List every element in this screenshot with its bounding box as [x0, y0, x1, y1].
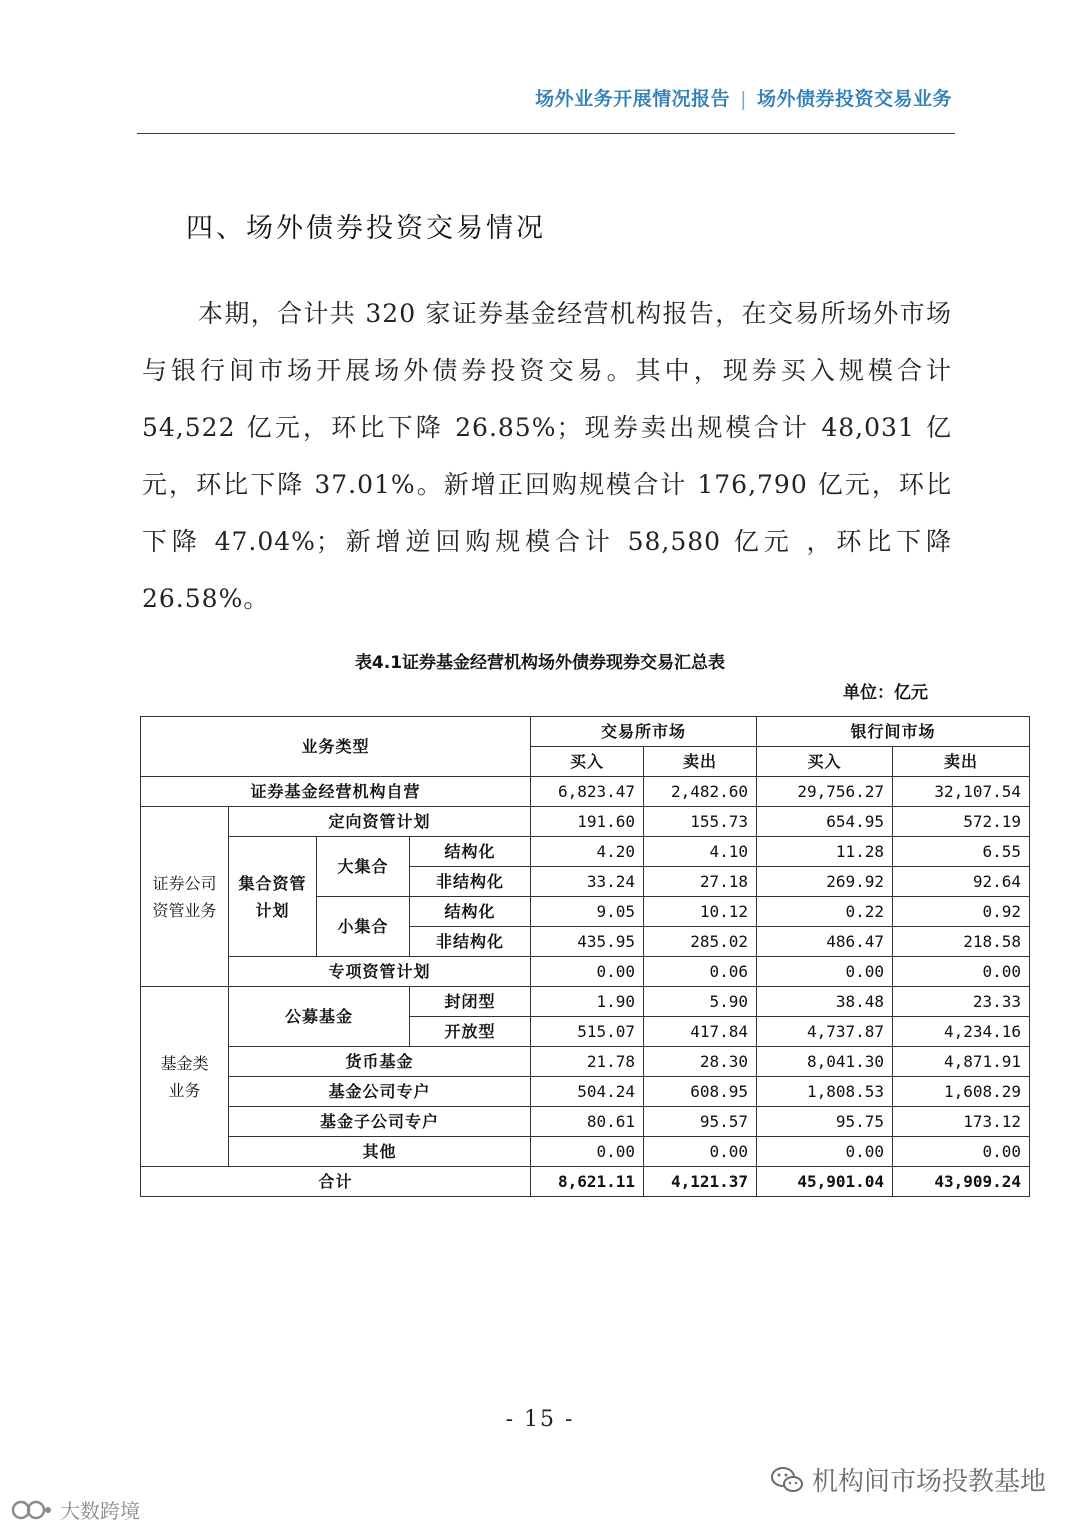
table-row — [141, 1107, 1030, 1137]
section-title: 四、场外债券投资交易情况 — [186, 213, 546, 244]
header-interbank-buy: 买入 — [757, 747, 893, 777]
cell-interbank-sell: 0.92 — [893, 897, 1030, 927]
table-row — [141, 777, 1030, 807]
cell-exchange-sell: 0.06 — [644, 957, 757, 987]
cell-interbank-sell: 1,608.29 — [893, 1077, 1030, 1107]
group-securities-asset-mgmt: 证券公司资管业务 — [141, 807, 229, 987]
row-label: 结构化 — [410, 897, 531, 927]
page-number: - 15 - — [505, 1407, 575, 1432]
brand-logo-icon — [10, 1498, 54, 1522]
row-label: 专项资管计划 — [229, 957, 531, 987]
cell-exchange-sell: 417.84 — [644, 1017, 757, 1047]
cell-exchange-buy: 0.00 — [531, 1137, 644, 1167]
cell-interbank-buy: 1,808.53 — [757, 1077, 893, 1107]
wechat-icon — [770, 1465, 804, 1495]
cell-exchange-buy: 4.20 — [531, 837, 644, 867]
cell-interbank-buy: 0.00 — [757, 1137, 893, 1167]
cell-interbank-buy: 45,901.04 — [757, 1167, 893, 1197]
cell-interbank-sell: 6.55 — [893, 837, 1030, 867]
table-row — [141, 1077, 1030, 1107]
header-divider: | — [740, 88, 747, 110]
cell-interbank-sell: 218.58 — [893, 927, 1030, 957]
cell-exchange-buy: 515.07 — [531, 1017, 644, 1047]
cell-exchange-buy: 80.61 — [531, 1107, 644, 1137]
table-caption: 表4.1证券基金经营机构场外债券现券交易汇总表 — [354, 653, 726, 673]
report-title: 场外业务开展情况报告 — [535, 88, 731, 110]
watermark-account — [770, 1461, 1046, 1498]
row-label: 定向资管计划 — [229, 807, 531, 837]
cell-exchange-sell: 95.57 — [644, 1107, 757, 1137]
cell-exchange-buy: 6,823.47 — [531, 777, 644, 807]
watermark-account-name: 机构间市场投教基地 — [811, 1467, 1046, 1497]
watermark-brand-name: 大数跨境 — [60, 1499, 140, 1523]
cell-interbank-buy: 654.95 — [757, 807, 893, 837]
body-paragraph: 本期，合计共 320 家证券基金经营机构报告，在交易所场外市场与银行间市场开展场外债券投资交易。其中，现券买入规模合计 54,522 亿元，环比下降 26.85%；现券卖出规模合计 48,031 亿元，环比下降 37.01%。新增正回购规模合计 176,790 亿元，环比下降 47.04%；新增逆回购规模合计 58,580 亿元 ，环比下降 26.58%。 — [142, 299, 952, 613]
header-exchange-market: 交易所市场 — [531, 717, 757, 747]
header-business-type: 业务类型 — [141, 717, 531, 777]
cell-interbank-sell: 173.12 — [893, 1107, 1030, 1137]
cell-exchange-sell: 285.02 — [644, 927, 757, 957]
row-label: 基金子公司专户 — [229, 1107, 531, 1137]
cell-exchange-buy: 21.78 — [531, 1047, 644, 1077]
cell-exchange-buy: 191.60 — [531, 807, 644, 837]
cell-interbank-sell: 0.00 — [893, 957, 1030, 987]
cell-interbank-buy: 38.48 — [757, 987, 893, 1017]
table-row — [141, 987, 1030, 1017]
header-exchange-sell: 卖出 — [644, 747, 757, 777]
cell-interbank-sell: 572.19 — [893, 807, 1030, 837]
cell-exchange-buy: 8,621.11 — [531, 1167, 644, 1197]
table-total-row — [141, 1167, 1030, 1197]
header-section-title: 场外债券投资交易业务 — [756, 88, 952, 110]
header-exchange-buy: 买入 — [531, 747, 644, 777]
table-header-row — [141, 717, 1030, 747]
group-small-collective: 小集合 — [317, 897, 410, 957]
cell-interbank-sell: 32,107.54 — [893, 777, 1030, 807]
row-label: 基金公司专户 — [229, 1077, 531, 1107]
row-label: 合计 — [141, 1167, 531, 1197]
table-row — [141, 1047, 1030, 1077]
header-rule — [137, 133, 955, 134]
watermark-brand — [10, 1495, 140, 1524]
cell-interbank-sell: 23.33 — [893, 987, 1030, 1017]
cell-exchange-sell: 608.95 — [644, 1077, 757, 1107]
cell-interbank-buy: 269.92 — [757, 867, 893, 897]
table-row — [141, 837, 1030, 867]
cell-interbank-buy: 11.28 — [757, 837, 893, 867]
cell-exchange-sell: 4,121.37 — [644, 1167, 757, 1197]
cell-interbank-sell: 92.64 — [893, 867, 1030, 897]
cell-interbank-buy: 4,737.87 — [757, 1017, 893, 1047]
group-public-fund: 公募基金 — [229, 987, 410, 1047]
row-label: 证券基金经营机构自营 — [141, 777, 531, 807]
header-interbank-market: 银行间市场 — [757, 717, 1030, 747]
row-label: 封闭型 — [410, 987, 531, 1017]
table-unit: 单位：亿元 — [843, 683, 928, 703]
cell-interbank-sell: 0.00 — [893, 1137, 1030, 1167]
group-fund-business: 基金类业务 — [141, 987, 229, 1167]
cell-interbank-sell: 43,909.24 — [893, 1167, 1030, 1197]
cell-exchange-sell: 4.10 — [644, 837, 757, 867]
row-label: 其他 — [229, 1137, 531, 1167]
group-large-collective: 大集合 — [317, 837, 410, 897]
row-label: 非结构化 — [410, 927, 531, 957]
header-interbank-sell: 卖出 — [893, 747, 1030, 777]
cell-exchange-buy: 435.95 — [531, 927, 644, 957]
cell-exchange-buy: 9.05 — [531, 897, 644, 927]
cell-exchange-buy: 1.90 — [531, 987, 644, 1017]
cell-interbank-buy: 486.47 — [757, 927, 893, 957]
row-label: 结构化 — [410, 837, 531, 867]
cell-exchange-sell: 2,482.60 — [644, 777, 757, 807]
bond-trading-summary-table — [140, 716, 1030, 1197]
cell-exchange-sell: 28.30 — [644, 1047, 757, 1077]
cell-interbank-buy: 0.00 — [757, 957, 893, 987]
cell-interbank-sell: 4,234.16 — [893, 1017, 1030, 1047]
table-row — [141, 1137, 1030, 1167]
cell-exchange-sell: 27.18 — [644, 867, 757, 897]
cell-exchange-sell: 155.73 — [644, 807, 757, 837]
cell-exchange-sell: 0.00 — [644, 1137, 757, 1167]
cell-interbank-sell: 4,871.91 — [893, 1047, 1030, 1077]
cell-exchange-buy: 504.24 — [531, 1077, 644, 1107]
cell-interbank-buy: 29,756.27 — [757, 777, 893, 807]
cell-exchange-buy: 0.00 — [531, 957, 644, 987]
cell-interbank-buy: 95.75 — [757, 1107, 893, 1137]
table-row — [141, 807, 1030, 837]
row-label: 货币基金 — [229, 1047, 531, 1077]
cell-exchange-sell: 5.90 — [644, 987, 757, 1017]
table-row — [141, 957, 1030, 987]
cell-exchange-sell: 10.12 — [644, 897, 757, 927]
running-header — [535, 84, 952, 111]
group-collective-plan: 集合资管计划 — [229, 837, 317, 957]
row-label: 非结构化 — [410, 867, 531, 897]
cell-exchange-buy: 33.24 — [531, 867, 644, 897]
cell-interbank-buy: 8,041.30 — [757, 1047, 893, 1077]
row-label: 开放型 — [410, 1017, 531, 1047]
cell-interbank-buy: 0.22 — [757, 897, 893, 927]
